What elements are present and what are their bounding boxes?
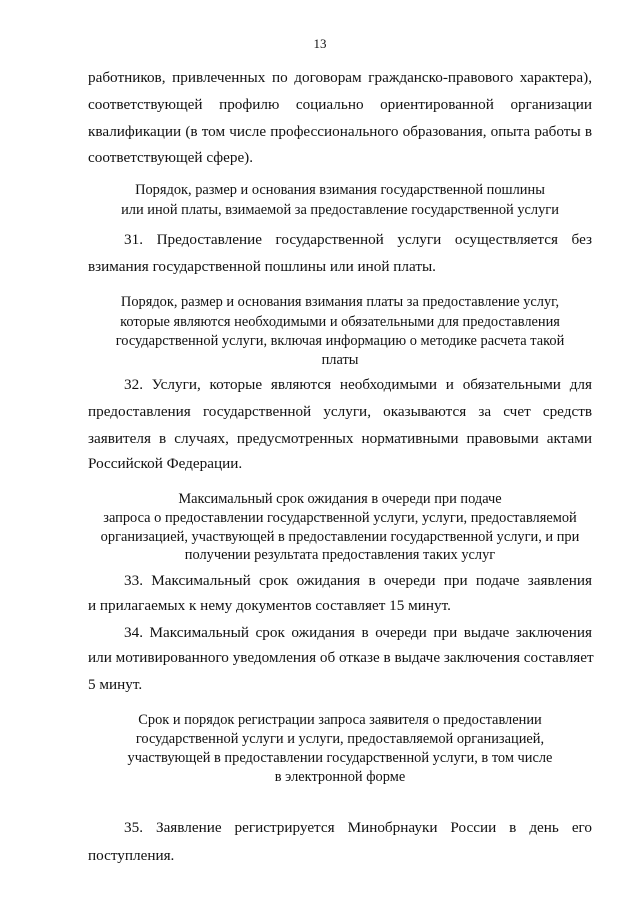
text-line: взимания государственной пошлины или иной платы.: [88, 258, 436, 275]
heading-line: Максимальный срок ожидания в очереди при подаче: [178, 491, 502, 507]
heading-line: платы: [321, 352, 359, 368]
heading-line: Порядок, размер и основания взимания платы за предоставление услуг,: [120, 294, 560, 310]
text-line: 5 минут.: [88, 676, 143, 693]
text-line: предоставления государственной услуги, оказываются за счет средств: [88, 403, 592, 420]
text-line: соответствующей сфере).: [88, 149, 254, 166]
heading-line: участвующей в предоставлении государственной услуги, в том числе: [127, 750, 553, 766]
text-line: работников, привлеченных по договорам гражданско-правового характера),: [88, 69, 592, 86]
page-number: 13: [313, 36, 327, 51]
heading-line: которые являются необходимыми и обязательными для предоставления: [120, 314, 560, 330]
heading-line: в электронной форме: [274, 769, 406, 785]
text-line: и прилагаемых к нему документов составляет 15 минут.: [88, 597, 451, 614]
text-line: 33. Максимальный срок ожидания в очереди при подаче заявления: [124, 572, 592, 589]
heading-line: Срок и порядок регистрации запроса заявителя о предоставлении: [138, 712, 542, 728]
text-line: квалификации (в том числе профессионального образования, опыта работы в: [88, 123, 592, 140]
heading-line: государственной услуги и услуги, предоставляемой организацией,: [135, 731, 545, 747]
text-line: заявителя в случаях, предусмотренных нормативными правовыми актами: [88, 430, 592, 447]
heading-line: или иной платы, взимаемой за предоставление государственной услуги: [121, 202, 559, 218]
heading-line: организацией, участвующей в предоставлении государственной услуги, и при: [100, 529, 580, 545]
heading-line: Порядок, размер и основания взимания государственной пошлины: [135, 182, 545, 198]
text-line: Российской Федерации.: [88, 455, 243, 472]
text-line: 31. Предоставление государственной услуги осуществляется без: [124, 231, 592, 248]
text-line: 35. Заявление регистрируется Минобрнауки России в день его: [124, 819, 592, 836]
heading-line: запроса о предоставлении государственной услуги, услуги, предоставляемой: [103, 510, 577, 526]
heading-line: получении результата предоставления таких услуг: [184, 547, 496, 563]
text-line: соответствующей профилю социально ориентированной организации: [88, 96, 592, 113]
text-line: 34. Максимальный срок ожидания в очереди при выдаче заключения: [124, 624, 592, 641]
heading-line: государственной услуги, включая информацию о методике расчета такой: [115, 333, 565, 349]
text-line: или мотивированного уведомления об отказе в выдаче заключения составляет: [88, 649, 594, 666]
text-line: поступления.: [88, 847, 175, 864]
text-line: 32. Услуги, которые являются необходимыми и обязательными для: [124, 376, 592, 393]
